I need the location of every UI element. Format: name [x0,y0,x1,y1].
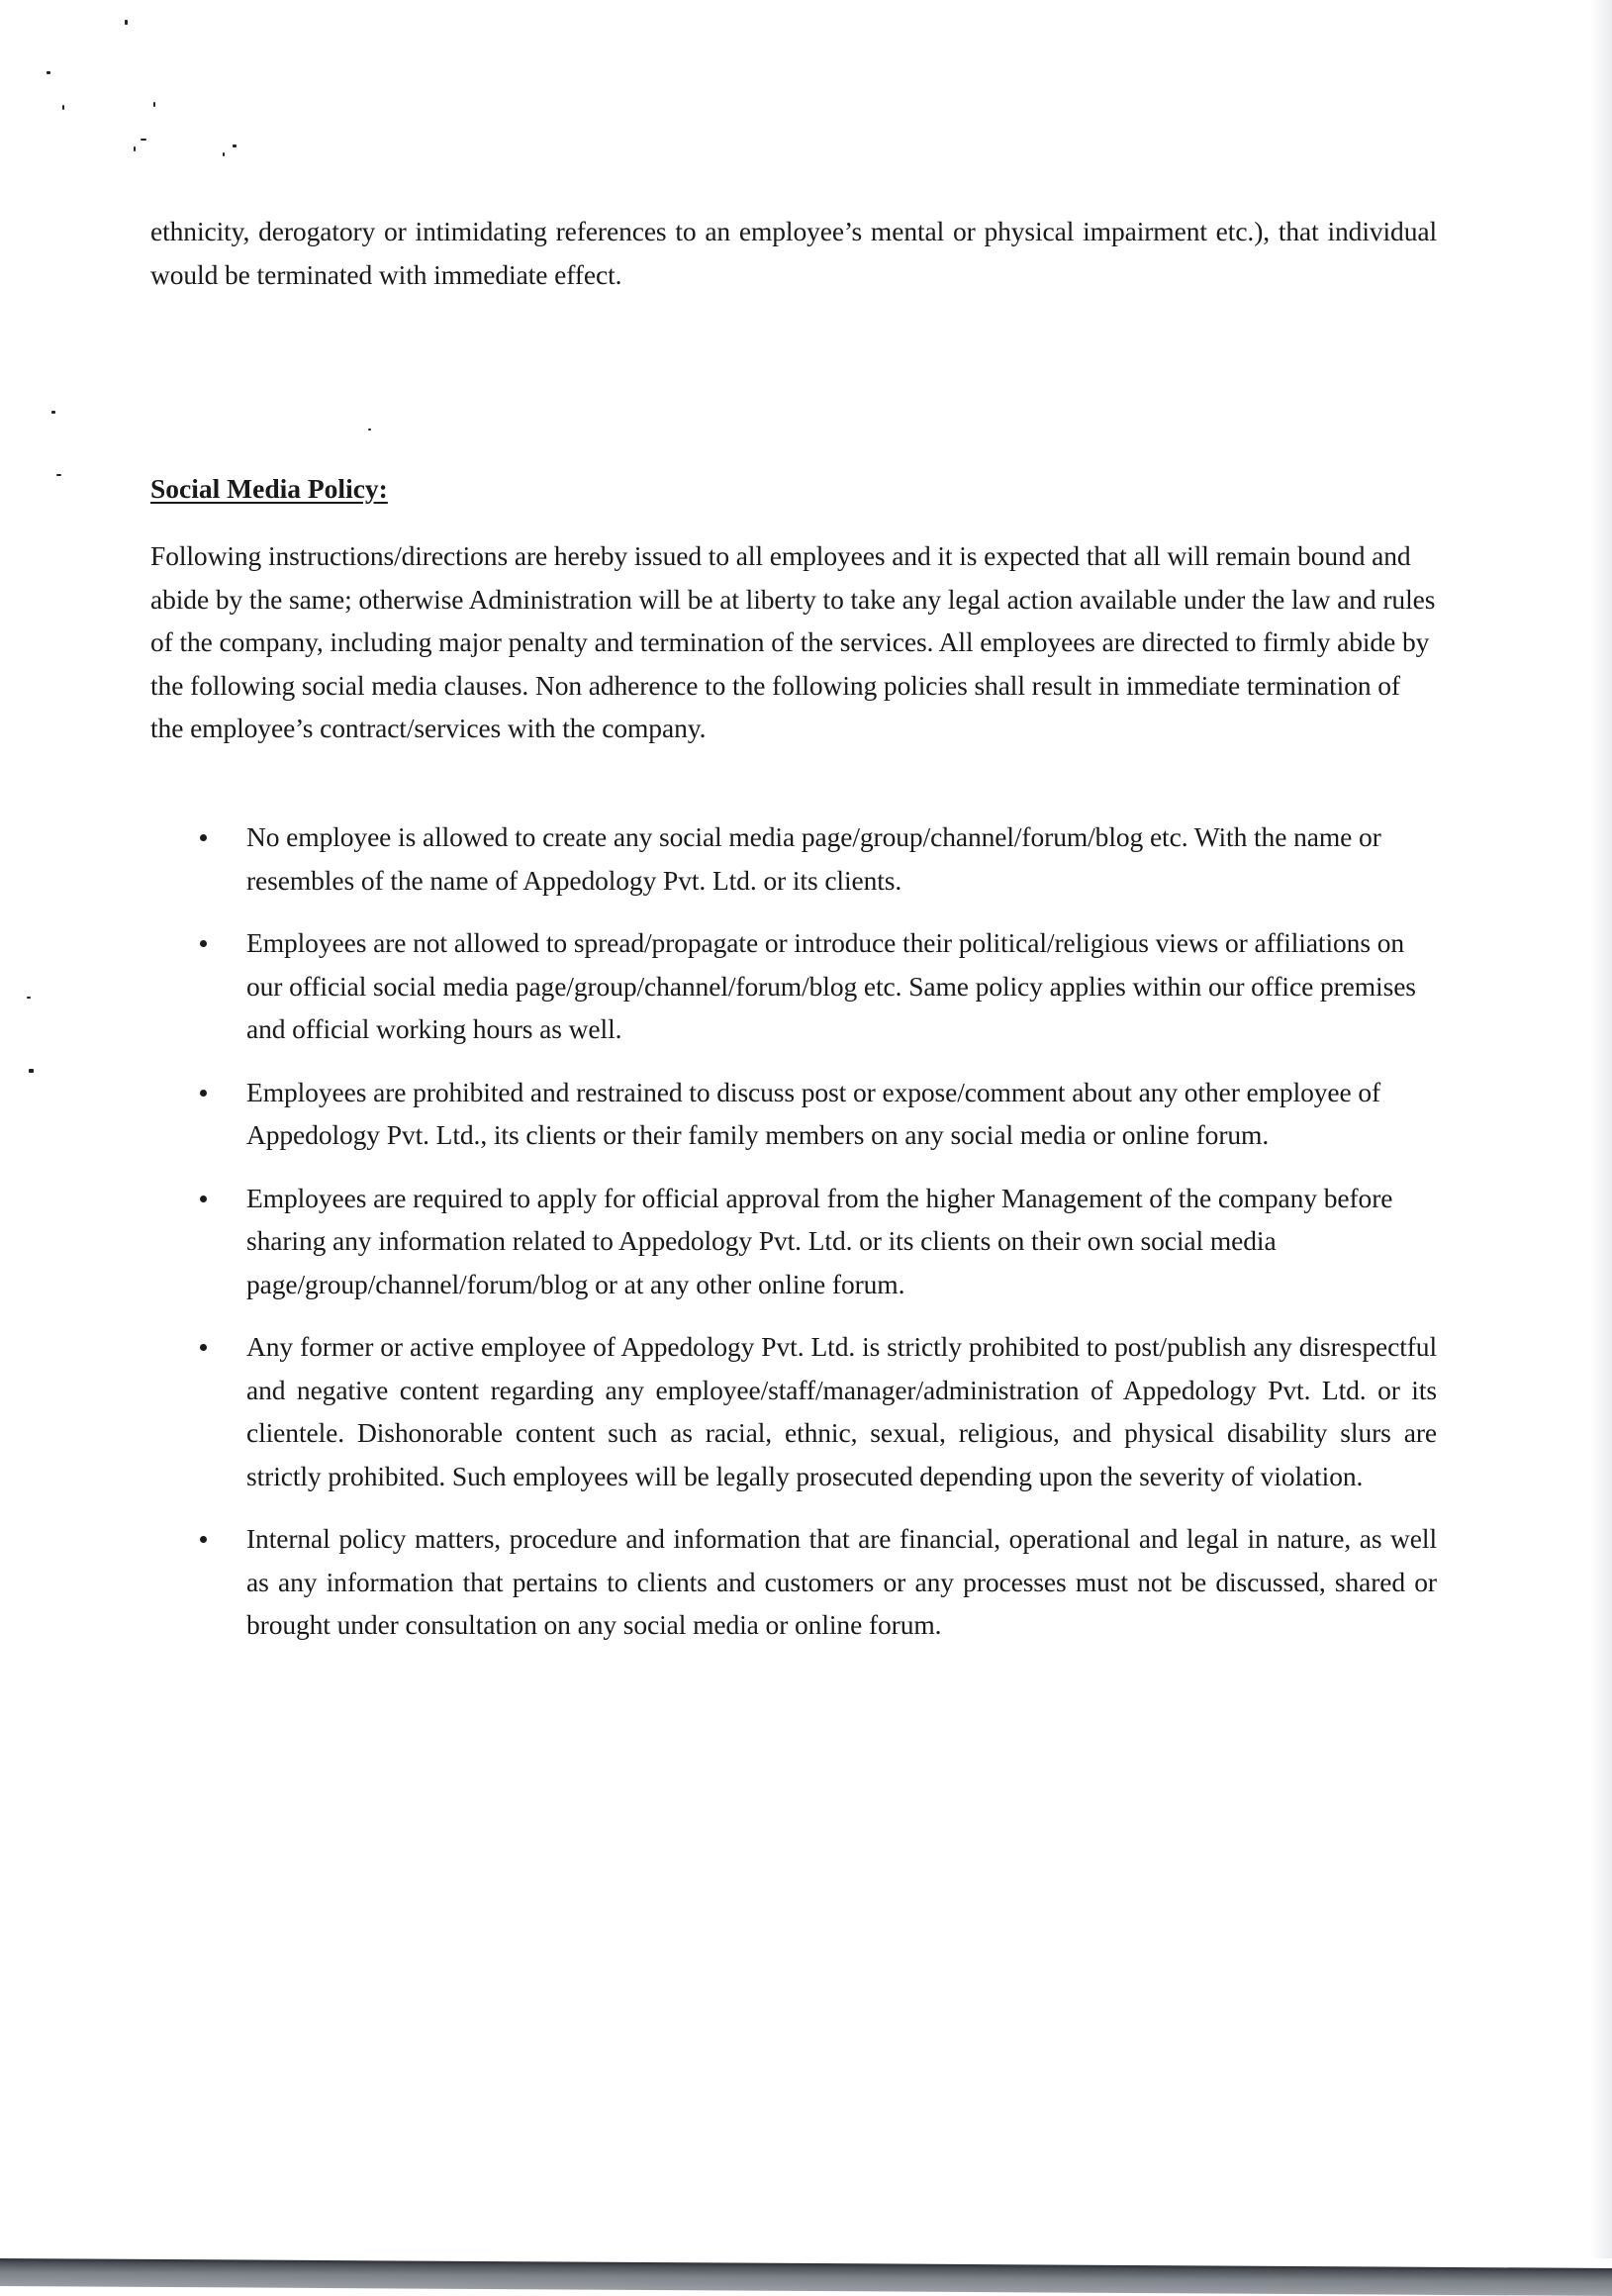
scan-speck [141,139,146,141]
continuation-paragraph: ethnicity, derogatory or intimidating references to an employee’s mental or physical impairment etc.), that individual would be terminated with immediate effect. [150,216,1437,290]
policy-item [150,1177,1437,1306]
intro-paragraph: Following instructions/directions are hereby issued to all employees and it is expected that all will remain bound and abide by the same; otherwise Administration will be at liberty to take any legal action available under the law and rules of the company, including major penalty and termination of the services. All employees are directed to firmly abide by the following social media clauses. Non adherence to the following policies shall result in immediate termination of the employee’s contract/services with the company. [150,540,1436,743]
page-right-shadow [1590,0,1612,2258]
bullet-icon [200,1090,207,1097]
scan-speck [368,429,371,430]
section-heading: Social Media Policy: [150,473,388,504]
scan-speck [223,152,225,156]
scan-speck [27,997,31,999]
scan-speck [125,20,128,25]
scanner-bottom-edge [0,2258,1612,2296]
policy-item [150,1325,1437,1497]
scan-speck [29,1069,34,1073]
scan-speck [153,102,155,107]
policy-item [150,1517,1437,1647]
policy-item-text: Internal policy matters, procedure and information that are financial, operational and legal in nature, as well as any information that pertains to clients and customers or any processes must not be discussed, shared or brought under consultation on any social media or online forum. [246,1523,1437,1640]
policy-item-text: Employees are required to apply for official approval from the higher Management of the company before sharing any information related to Appedology Pvt. Ltd. or its clients on their own social media page/group/channel/forum/blog or at any other online forum. [246,1182,1393,1299]
scan-speck [51,411,55,414]
bullet-icon [200,834,207,841]
policy-item [150,1071,1437,1157]
policy-item-text: Employees are not allowed to spread/propagate or introduce their political/religious views or affiliations on our official social media page/group/channel/forum/blog etc. Same policy applies within our office premises and official working hours as well. [246,927,1416,1044]
scan-speck [56,474,61,476]
bullet-icon [200,1344,207,1351]
policy-item-text: Employees are prohibited and restrained to discuss post or expose/comment about any other employee of Appedology Pvt. Ltd., its clients or their family members on any social media or online forum. [246,1076,1381,1150]
scan-speck [47,71,50,74]
bullet-icon [200,1196,207,1202]
scan-speck [134,146,136,151]
scan-speck [62,105,64,110]
policy-item [150,815,1437,902]
bullet-icon [200,940,207,947]
scan-speck [233,144,237,147]
bullet-icon [200,1536,207,1543]
policy-list [150,815,1437,1667]
policy-item-text: No employee is allowed to create any social media page/group/channel/forum/blog etc. With the name or resembles of the name of Appedology Pvt. Ltd. or its clients. [246,821,1381,896]
policy-item-text: Any former or active employee of Appedology Pvt. Ltd. is strictly prohibited to post/publish any disrespectful and negative content regarding any employee/staff/manager/administration of Appedology Pvt. Ltd. or its clientele. Dishonorable content such as racial, ethnic, sexual, religious, and physical disability slurs are strictly prohibited. Such employees will be legally prosecuted depending upon the severity of violation. [246,1331,1437,1491]
policy-item [150,921,1437,1051]
